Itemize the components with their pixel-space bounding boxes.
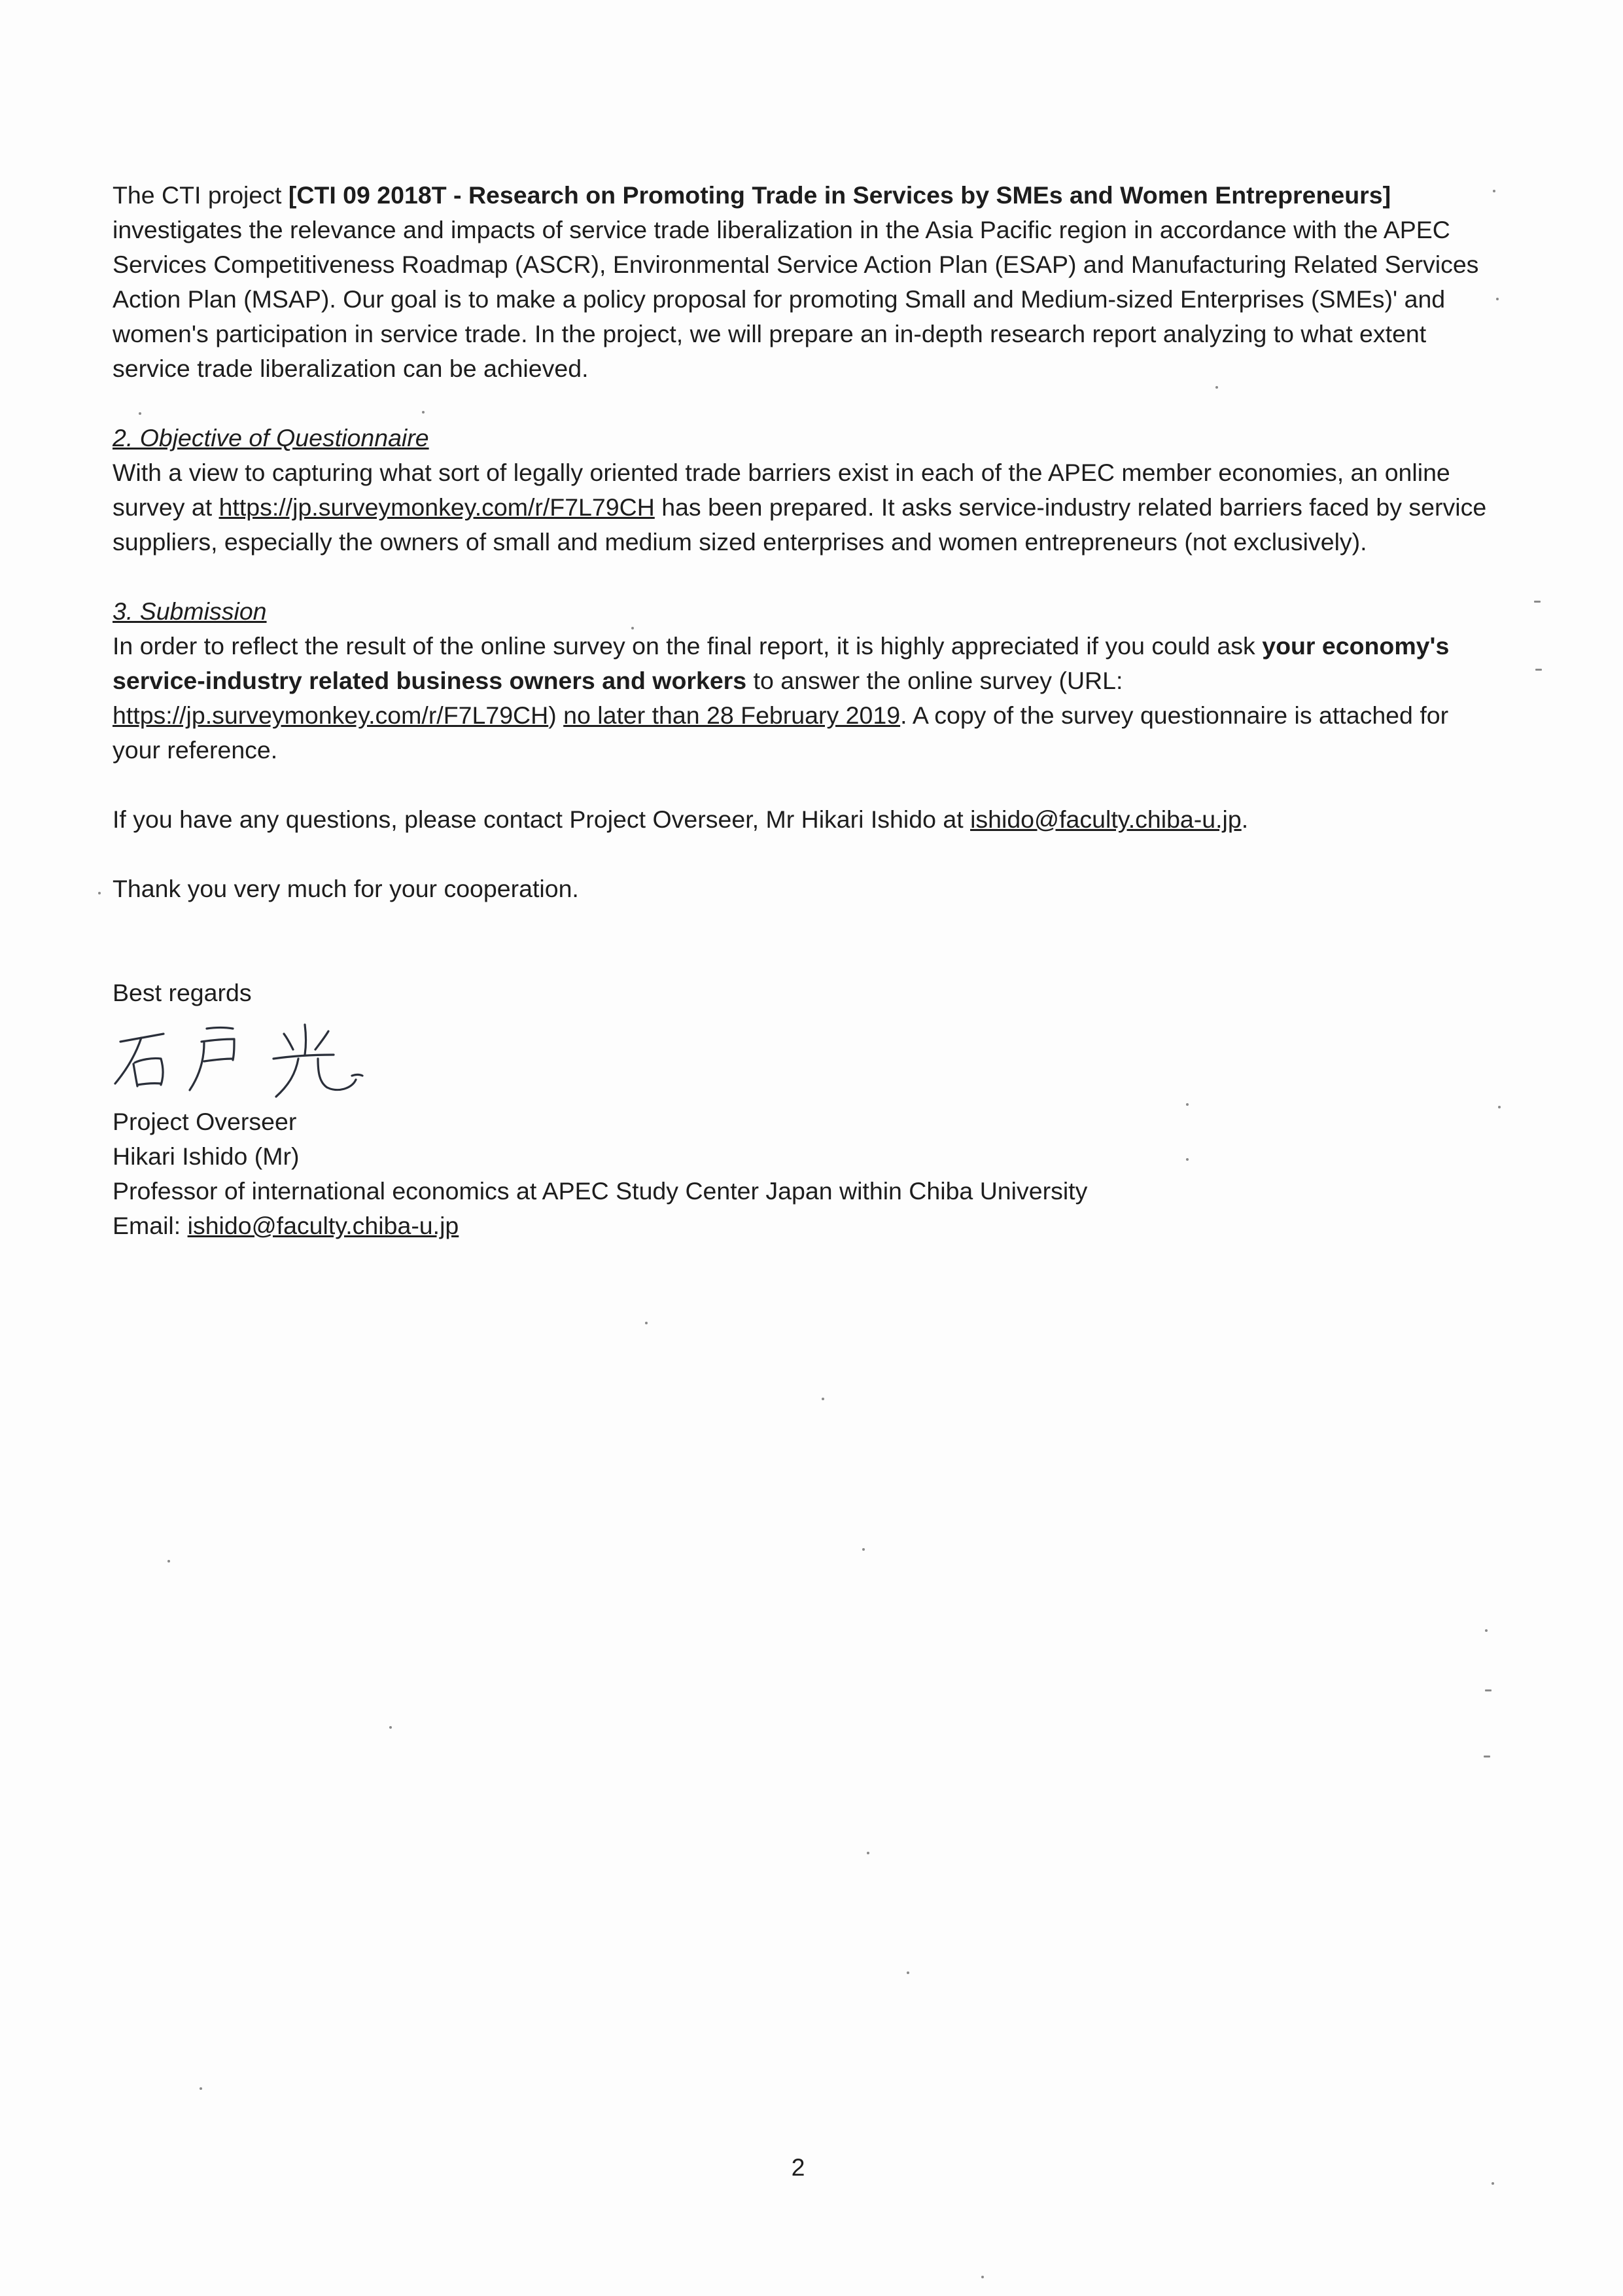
scan-speck [645,1322,648,1324]
thanks-line: Thank you very much for your cooperation. [113,875,579,902]
objective-text-after: has been prepared. It asks service-industry related barriers faced by service suppliers, especially the owners of small and medium sized enterprises and women entrepreneurs (not exclusively). [113,493,1487,556]
scan-speck [1485,1629,1488,1632]
signature-affiliation: Professor of international economics at APEC Study Center Japan within Chiba University [113,1177,1088,1205]
scan-speck [862,1548,865,1551]
scan-speck [1534,601,1541,603]
submission-text-close: ) [548,701,564,729]
signature-block [113,1104,1499,1243]
scan-speck [200,2087,202,2090]
page-number: 2 [791,2153,805,2181]
submission-deadline: no later than 28 February 2019 [563,701,901,729]
scan-speck [1496,298,1499,300]
intro-prefix: The CTI project [113,181,288,209]
scan-speck [1186,1103,1189,1106]
scan-speck [1484,1756,1490,1757]
scan-speck [98,892,101,894]
survey-link[interactable]: https://jp.surveymonkey.com/r/F7L79CH [218,493,655,521]
intro-body: investigates the relevance and impacts of service trade liberalization in the Asia Pacific region in accordance with the APEC Services Competitiveness Roadmap (ASCR), Environmental Service Action Plan (ESAP) and Manufacturing Related Services Action Plan (MSAP). Our goal is to make a policy proposal for promoting Small and Medium-sized Enterprises (SMEs)' and women's participation in service trade. In the project, we will prepare an in-depth research report analyzing to what extent service trade liberalization can be achieved. [113,216,1479,382]
scan-speck [422,411,425,414]
signature-email-line [113,1209,1499,1243]
letter-body [113,178,1499,1243]
submission-heading: 3. Submission [113,597,267,625]
submission-text-middle: to answer the online survey (URL: [746,667,1123,694]
survey-link-submission[interactable]: https://jp.surveymonkey.com/r/F7L79CH [113,701,549,729]
scan-speck [1492,2182,1494,2185]
closing-line: Best regards [113,979,252,1006]
objective-heading: 2. Objective of Questionnaire [113,424,429,451]
signature-role: Project Overseer [113,1108,297,1135]
contact-paragraph [113,802,1499,837]
intro-paragraph [113,178,1499,386]
signature-email-link[interactable]: ishido@faculty.chiba-u.jp [187,1212,459,1239]
objective-paragraph [113,455,1499,559]
submission-text-before: In order to reflect the result of the online survey on the final report, it is highly appreciated if you could ask [113,632,1263,660]
project-title: [CTI 09 2018T - Research on Promoting Trade in Services by SMEs and Women Entrepreneurs] [288,181,1391,209]
scan-speck [1186,1158,1189,1161]
scan-speck [1215,386,1218,389]
scan-speck [867,1852,869,1854]
scan-speck [907,1971,909,1974]
scan-speck [1498,1106,1501,1108]
signature-email-label: Email: [113,1212,188,1239]
contact-email-link[interactable]: ishido@faculty.chiba-u.jp [970,805,1242,833]
scan-speck [1485,1689,1492,1691]
contact-text-before: If you have any questions, please contact Project Overseer, Mr Hikari Ishido at [113,805,971,833]
scan-speck [822,1398,824,1400]
objective-text-before: With a view to capturing what sort of legally oriented trade barriers exist in each of the APEC member economies, an online survey at [113,459,1450,521]
signature-name: Hikari Ishido (Mr) [113,1142,300,1170]
scan-speck [1535,669,1542,671]
scan-speck [981,2276,984,2278]
scan-speck [389,1726,392,1729]
objective-section [113,421,1499,559]
contact-text-after: . [1241,805,1249,833]
handwritten-signature [109,1019,383,1104]
scan-speck [167,1560,170,1563]
scan-speck [1493,190,1495,192]
submission-paragraph [113,629,1499,768]
scan-speck [631,627,634,629]
submission-text-after: . A copy of the survey questionnaire is attached for your reference. [113,701,1449,764]
scan-speck [139,412,141,415]
submission-section [113,594,1499,768]
submission-bold-text: your economy's service-industry related business owners and workers [113,632,1450,694]
